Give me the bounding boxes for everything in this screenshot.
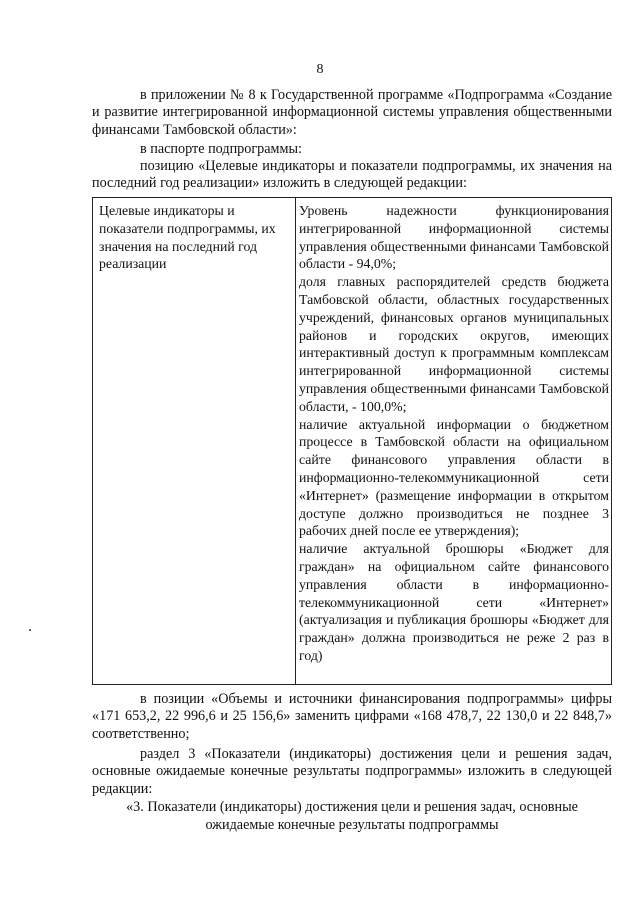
page-number: 8 — [316, 62, 324, 77]
table-left-cell: Целевые индикаторы и показатели подпрограммы, их значения на последний год реализации — [99, 203, 276, 272]
table-column-divider — [295, 198, 296, 684]
table-right-cell — [299, 202, 609, 665]
section-heading: «3. Показатели (индикаторы) достижения цели и решения задач, основные ожидаемые конечные результаты подпрограммы — [126, 799, 578, 833]
indicator-reliability: Уровень надежности функционирования интегрированной информационной системы управления общественными финансами Тамбовской области - 94,0%; — [299, 203, 609, 272]
passport-paragraph: в паспорте подпрограммы: — [140, 141, 302, 157]
position-paragraph: позицию «Целевые индикаторы и показатели подпрограммы, их значения на последний год реализации» изложить в следующей редакции: — [92, 158, 612, 192]
scan-mark — [29, 629, 31, 631]
indicator-citizens-brochure: наличие актуальной брошюры «Бюджет для граждан» на официальном сайте финансового управления области в информационно-телекоммуникационной сети «Интернет» (актуализация и публикация брошюры «Бюджет для граждан» должна производиться не реже 2 раз в год) — [299, 541, 609, 663]
volumes-paragraph: в позиции «Объемы и источники финансирования подпрограммы» цифры «171 653,2, 22 996,6 и 25 156,6» заменить цифрами «168 478,7, 22 130,0 и 22 848,7» соответственно; — [92, 691, 612, 742]
indicator-access-share: доля главных распорядителей средств бюджета Тамбовской области, областных государственных учреждений, финансовых органов муниципальных районов и городских округов, имеющих интерактивный доступ к программным комплексам интегрированной информационной системы управления общественными финансами Тамбовской области, - 100,0%; — [299, 274, 609, 414]
indicators-table — [92, 197, 612, 685]
section-paragraph: раздел 3 «Показатели (индикаторы) достижения цели и решения задач, основные ожидаемые конечные результаты подпрограммы» изложить в следующей редакции: — [92, 746, 612, 797]
indicator-budget-info: наличие актуальной информации о бюджетном процессе в Тамбовской области на официальном сайте финансового управления области в информационно-телекоммуникационной сети «Интернет» (размещение информации в открытом доступе должно производиться не позднее 3 рабочих дней после ее утверждения); — [299, 416, 609, 539]
intro-paragraph: в приложении № 8 к Государственной программе «Подпрограмма «Создание и развитие интегрированной информационной системы управления общественными финансами Тамбовской области»: — [92, 87, 612, 138]
